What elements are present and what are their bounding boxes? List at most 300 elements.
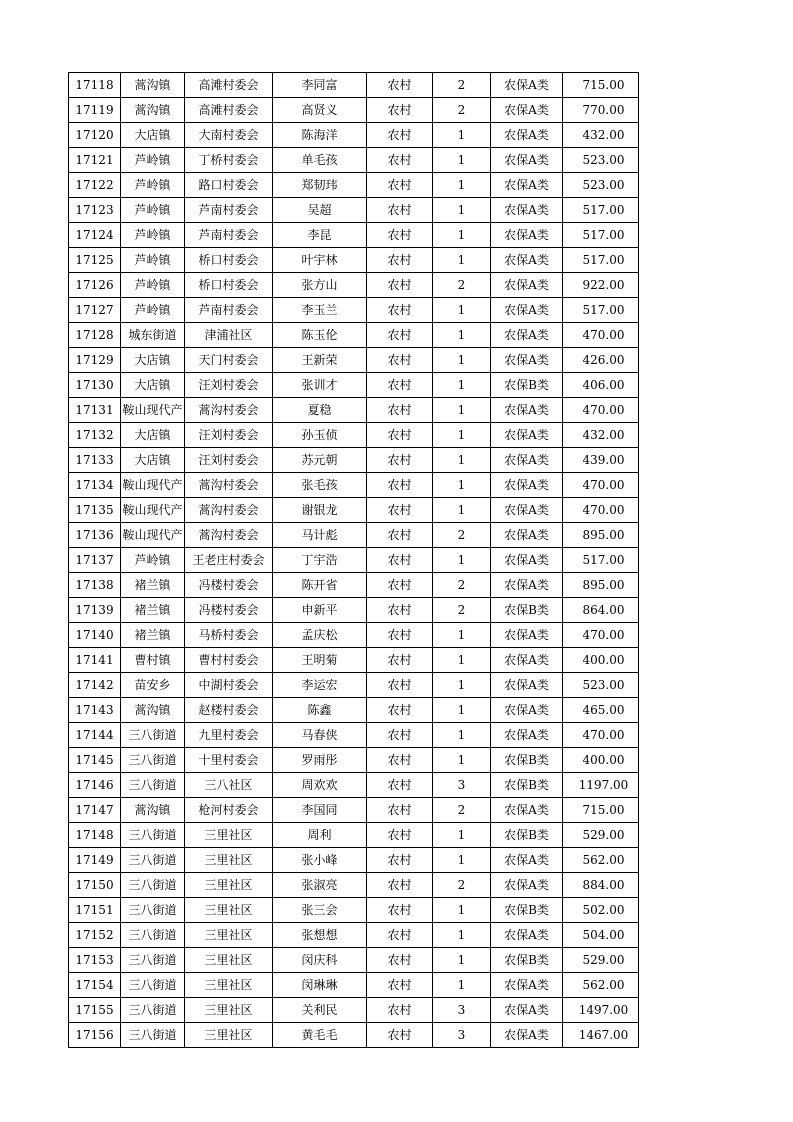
row-id-cell: 17151: [69, 898, 121, 923]
amount-cell: 504.00: [563, 923, 639, 948]
category-cell: 农保A类: [491, 548, 563, 573]
name-cell: 罗雨彤: [273, 748, 367, 773]
village-cell: 大南村委会: [185, 123, 273, 148]
category-cell: 农保A类: [491, 673, 563, 698]
category-cell: 农保B类: [491, 748, 563, 773]
count-cell: 1: [433, 823, 491, 848]
count-cell: 1: [433, 498, 491, 523]
row-id-cell: 17141: [69, 648, 121, 673]
row-id-cell: 17123: [69, 198, 121, 223]
table-row: [69, 848, 639, 873]
amount-cell: 517.00: [563, 223, 639, 248]
town-cell: 大店镇: [121, 348, 185, 373]
name-cell: 马春侠: [273, 723, 367, 748]
name-cell: 张淑亮: [273, 873, 367, 898]
household-type-cell: 农村: [367, 223, 433, 248]
table-row: [69, 823, 639, 848]
amount-cell: 470.00: [563, 473, 639, 498]
amount-cell: 426.00: [563, 348, 639, 373]
category-cell: 农保A类: [491, 73, 563, 98]
category-cell: 农保A类: [491, 223, 563, 248]
household-type-cell: 农村: [367, 598, 433, 623]
household-type-cell: 农村: [367, 423, 433, 448]
table-row: [69, 248, 639, 273]
village-cell: 三里社区: [185, 848, 273, 873]
household-type-cell: 农村: [367, 798, 433, 823]
household-type-cell: 农村: [367, 98, 433, 123]
amount-cell: 470.00: [563, 498, 639, 523]
data-table: [68, 72, 639, 1048]
village-cell: 汪刘村委会: [185, 423, 273, 448]
amount-cell: 523.00: [563, 673, 639, 698]
name-cell: 申新平: [273, 598, 367, 623]
amount-cell: 400.00: [563, 648, 639, 673]
name-cell: 关利民: [273, 998, 367, 1023]
row-id-cell: 17156: [69, 1023, 121, 1048]
village-cell: 丁桥村委会: [185, 148, 273, 173]
village-cell: 冯楼村委会: [185, 573, 273, 598]
name-cell: 叶宇林: [273, 248, 367, 273]
village-cell: 三里社区: [185, 1023, 273, 1048]
village-cell: 桥口村委会: [185, 273, 273, 298]
count-cell: 2: [433, 798, 491, 823]
village-cell: 汪刘村委会: [185, 373, 273, 398]
town-cell: 三八街道: [121, 948, 185, 973]
table-row: [69, 173, 639, 198]
count-cell: 3: [433, 1023, 491, 1048]
village-cell: 冯楼村委会: [185, 598, 273, 623]
count-cell: 1: [433, 173, 491, 198]
count-cell: 1: [433, 198, 491, 223]
count-cell: 1: [433, 323, 491, 348]
row-id-cell: 17143: [69, 698, 121, 723]
name-cell: 陈鑫: [273, 698, 367, 723]
name-cell: 张三会: [273, 898, 367, 923]
category-cell: 农保A类: [491, 973, 563, 998]
amount-cell: 432.00: [563, 423, 639, 448]
count-cell: 1: [433, 973, 491, 998]
town-cell: 褚兰镇: [121, 623, 185, 648]
town-cell: 蒿沟镇: [121, 73, 185, 98]
village-cell: 芦南村委会: [185, 298, 273, 323]
amount-cell: 895.00: [563, 523, 639, 548]
count-cell: 2: [433, 873, 491, 898]
table-row: [69, 673, 639, 698]
count-cell: 1: [433, 673, 491, 698]
village-cell: 枪河村委会: [185, 798, 273, 823]
table-row: [69, 523, 639, 548]
table-row: [69, 923, 639, 948]
village-cell: 芦南村委会: [185, 198, 273, 223]
village-cell: 路口村委会: [185, 173, 273, 198]
amount-cell: 517.00: [563, 298, 639, 323]
category-cell: 农保A类: [491, 798, 563, 823]
amount-cell: 470.00: [563, 398, 639, 423]
town-cell: 芦岭镇: [121, 173, 185, 198]
town-cell: 三八街道: [121, 998, 185, 1023]
village-cell: 蒿沟村委会: [185, 523, 273, 548]
household-type-cell: 农村: [367, 373, 433, 398]
table-row: [69, 723, 639, 748]
amount-cell: 884.00: [563, 873, 639, 898]
amount-cell: 770.00: [563, 98, 639, 123]
count-cell: 2: [433, 523, 491, 548]
table-row: [69, 773, 639, 798]
row-id-cell: 17126: [69, 273, 121, 298]
count-cell: 1: [433, 948, 491, 973]
amount-cell: 1197.00: [563, 773, 639, 798]
village-cell: 三里社区: [185, 973, 273, 998]
name-cell: 李国同: [273, 798, 367, 823]
name-cell: 陈玉伦: [273, 323, 367, 348]
category-cell: 农保B类: [491, 773, 563, 798]
row-id-cell: 17118: [69, 73, 121, 98]
row-id-cell: 17155: [69, 998, 121, 1023]
town-cell: 三八街道: [121, 1023, 185, 1048]
household-type-cell: 农村: [367, 648, 433, 673]
table-row: [69, 973, 639, 998]
table-row: [69, 473, 639, 498]
category-cell: 农保A类: [491, 273, 563, 298]
household-type-cell: 农村: [367, 998, 433, 1023]
table-body: [69, 73, 639, 1048]
row-id-cell: 17137: [69, 548, 121, 573]
household-type-cell: 农村: [367, 323, 433, 348]
name-cell: 王新荣: [273, 348, 367, 373]
village-cell: 桥口村委会: [185, 248, 273, 273]
household-type-cell: 农村: [367, 1023, 433, 1048]
amount-cell: 470.00: [563, 723, 639, 748]
table-row: [69, 898, 639, 923]
amount-cell: 517.00: [563, 198, 639, 223]
table-row: [69, 448, 639, 473]
village-cell: 蒿沟村委会: [185, 473, 273, 498]
household-type-cell: 农村: [367, 923, 433, 948]
town-cell: 芦岭镇: [121, 273, 185, 298]
town-cell: 芦岭镇: [121, 198, 185, 223]
row-id-cell: 17129: [69, 348, 121, 373]
household-type-cell: 农村: [367, 73, 433, 98]
town-cell: 蒿沟镇: [121, 98, 185, 123]
town-cell: 三八街道: [121, 873, 185, 898]
category-cell: 农保A类: [491, 248, 563, 273]
village-cell: 赵楼村委会: [185, 698, 273, 723]
amount-cell: 1497.00: [563, 998, 639, 1023]
table-row: [69, 73, 639, 98]
row-id-cell: 17135: [69, 498, 121, 523]
town-cell: 三八街道: [121, 973, 185, 998]
category-cell: 农保B类: [491, 823, 563, 848]
amount-cell: 517.00: [563, 548, 639, 573]
amount-cell: 439.00: [563, 448, 639, 473]
household-type-cell: 农村: [367, 948, 433, 973]
category-cell: 农保A类: [491, 473, 563, 498]
name-cell: 李运宏: [273, 673, 367, 698]
category-cell: 农保A类: [491, 723, 563, 748]
town-cell: 三八街道: [121, 748, 185, 773]
village-cell: 十里村委会: [185, 748, 273, 773]
count-cell: 1: [433, 848, 491, 873]
household-type-cell: 农村: [367, 248, 433, 273]
household-type-cell: 农村: [367, 873, 433, 898]
row-id-cell: 17120: [69, 123, 121, 148]
count-cell: 2: [433, 573, 491, 598]
row-id-cell: 17149: [69, 848, 121, 873]
row-id-cell: 17133: [69, 448, 121, 473]
table-row: [69, 398, 639, 423]
village-cell: 九里村委会: [185, 723, 273, 748]
name-cell: 张毛孩: [273, 473, 367, 498]
count-cell: 2: [433, 73, 491, 98]
town-cell: 蒿沟镇: [121, 698, 185, 723]
town-cell: 三八街道: [121, 723, 185, 748]
row-id-cell: 17131: [69, 398, 121, 423]
household-type-cell: 农村: [367, 673, 433, 698]
village-cell: 王老庄村委会: [185, 548, 273, 573]
row-id-cell: 17121: [69, 148, 121, 173]
table-row: [69, 323, 639, 348]
amount-cell: 465.00: [563, 698, 639, 723]
town-cell: 褚兰镇: [121, 598, 185, 623]
table-row: [69, 198, 639, 223]
category-cell: 农保A类: [491, 148, 563, 173]
name-cell: 吴超: [273, 198, 367, 223]
town-cell: 大店镇: [121, 123, 185, 148]
count-cell: 1: [433, 373, 491, 398]
category-cell: 农保A类: [491, 198, 563, 223]
village-cell: 三里社区: [185, 823, 273, 848]
name-cell: 闵庆科: [273, 948, 367, 973]
village-cell: 三里社区: [185, 873, 273, 898]
village-cell: 天门村委会: [185, 348, 273, 373]
row-id-cell: 17146: [69, 773, 121, 798]
amount-cell: 529.00: [563, 823, 639, 848]
name-cell: 苏元朝: [273, 448, 367, 473]
category-cell: 农保B类: [491, 898, 563, 923]
category-cell: 农保A类: [491, 1023, 563, 1048]
name-cell: 张想想: [273, 923, 367, 948]
count-cell: 2: [433, 98, 491, 123]
name-cell: 高贤义: [273, 98, 367, 123]
town-cell: 鞍山现代产: [121, 523, 185, 548]
table-row: [69, 98, 639, 123]
town-cell: 大店镇: [121, 373, 185, 398]
village-cell: 三里社区: [185, 998, 273, 1023]
household-type-cell: 农村: [367, 623, 433, 648]
category-cell: 农保A类: [491, 173, 563, 198]
row-id-cell: 17130: [69, 373, 121, 398]
category-cell: 农保A类: [491, 298, 563, 323]
table-row: [69, 573, 639, 598]
household-type-cell: 农村: [367, 273, 433, 298]
village-cell: 三八社区: [185, 773, 273, 798]
category-cell: 农保A类: [491, 98, 563, 123]
town-cell: 芦岭镇: [121, 298, 185, 323]
amount-cell: 895.00: [563, 573, 639, 598]
table-row: [69, 998, 639, 1023]
name-cell: 谢银龙: [273, 498, 367, 523]
household-type-cell: 农村: [367, 823, 433, 848]
category-cell: 农保A类: [491, 923, 563, 948]
row-id-cell: 17127: [69, 298, 121, 323]
town-cell: 鞍山现代产: [121, 473, 185, 498]
town-cell: 蒿沟镇: [121, 798, 185, 823]
table-row: [69, 698, 639, 723]
count-cell: 1: [433, 398, 491, 423]
amount-cell: 470.00: [563, 323, 639, 348]
table-row: [69, 423, 639, 448]
category-cell: 农保A类: [491, 573, 563, 598]
household-type-cell: 农村: [367, 973, 433, 998]
name-cell: 闵琳琳: [273, 973, 367, 998]
count-cell: 1: [433, 898, 491, 923]
table-row: [69, 798, 639, 823]
town-cell: 三八街道: [121, 923, 185, 948]
count-cell: 1: [433, 548, 491, 573]
town-cell: 褚兰镇: [121, 573, 185, 598]
name-cell: 单毛孩: [273, 148, 367, 173]
row-id-cell: 17154: [69, 973, 121, 998]
table-row: [69, 373, 639, 398]
category-cell: 农保A类: [491, 498, 563, 523]
category-cell: 农保A类: [491, 648, 563, 673]
amount-cell: 715.00: [563, 73, 639, 98]
household-type-cell: 农村: [367, 123, 433, 148]
household-type-cell: 农村: [367, 298, 433, 323]
row-id-cell: 17136: [69, 523, 121, 548]
amount-cell: 922.00: [563, 273, 639, 298]
table-row: [69, 623, 639, 648]
count-cell: 2: [433, 273, 491, 298]
amount-cell: 1467.00: [563, 1023, 639, 1048]
row-id-cell: 17122: [69, 173, 121, 198]
household-type-cell: 农村: [367, 473, 433, 498]
name-cell: 张小峰: [273, 848, 367, 873]
name-cell: 马计彪: [273, 523, 367, 548]
name-cell: 张方山: [273, 273, 367, 298]
count-cell: 1: [433, 223, 491, 248]
town-cell: 鞍山现代产: [121, 498, 185, 523]
household-type-cell: 农村: [367, 548, 433, 573]
village-cell: 高滩村委会: [185, 98, 273, 123]
table-row: [69, 348, 639, 373]
row-id-cell: 17125: [69, 248, 121, 273]
household-type-cell: 农村: [367, 198, 433, 223]
table-row: [69, 548, 639, 573]
amount-cell: 562.00: [563, 973, 639, 998]
category-cell: 农保A类: [491, 398, 563, 423]
count-cell: 2: [433, 598, 491, 623]
amount-cell: 470.00: [563, 623, 639, 648]
amount-cell: 502.00: [563, 898, 639, 923]
name-cell: 王明菊: [273, 648, 367, 673]
count-cell: 1: [433, 923, 491, 948]
count-cell: 1: [433, 723, 491, 748]
count-cell: 1: [433, 148, 491, 173]
village-cell: 芦南村委会: [185, 223, 273, 248]
category-cell: 农保A类: [491, 348, 563, 373]
household-type-cell: 农村: [367, 898, 433, 923]
town-cell: 三八街道: [121, 848, 185, 873]
town-cell: 大店镇: [121, 448, 185, 473]
count-cell: 1: [433, 473, 491, 498]
town-cell: 大店镇: [121, 423, 185, 448]
household-type-cell: 农村: [367, 573, 433, 598]
count-cell: 1: [433, 648, 491, 673]
town-cell: 芦岭镇: [121, 223, 185, 248]
row-id-cell: 17145: [69, 748, 121, 773]
category-cell: 农保B类: [491, 373, 563, 398]
name-cell: 黄毛毛: [273, 1023, 367, 1048]
name-cell: 夏稳: [273, 398, 367, 423]
category-cell: 农保A类: [491, 448, 563, 473]
amount-cell: 523.00: [563, 148, 639, 173]
household-type-cell: 农村: [367, 748, 433, 773]
name-cell: 周欢欢: [273, 773, 367, 798]
household-type-cell: 农村: [367, 773, 433, 798]
table-row: [69, 1023, 639, 1048]
count-cell: 3: [433, 773, 491, 798]
household-type-cell: 农村: [367, 448, 433, 473]
amount-cell: 523.00: [563, 173, 639, 198]
household-type-cell: 农村: [367, 698, 433, 723]
row-id-cell: 17148: [69, 823, 121, 848]
table-row: [69, 748, 639, 773]
category-cell: 农保A类: [491, 623, 563, 648]
town-cell: 三八街道: [121, 823, 185, 848]
village-cell: 津浦社区: [185, 323, 273, 348]
village-cell: 马桥村委会: [185, 623, 273, 648]
village-cell: 高滩村委会: [185, 73, 273, 98]
amount-cell: 517.00: [563, 248, 639, 273]
name-cell: 张训才: [273, 373, 367, 398]
row-id-cell: 17119: [69, 98, 121, 123]
name-cell: 丁宇浩: [273, 548, 367, 573]
village-cell: 三里社区: [185, 923, 273, 948]
count-cell: 1: [433, 298, 491, 323]
table-row: [69, 948, 639, 973]
row-id-cell: 17138: [69, 573, 121, 598]
category-cell: 农保A类: [491, 698, 563, 723]
town-cell: 苗安乡: [121, 673, 185, 698]
household-type-cell: 农村: [367, 523, 433, 548]
count-cell: 1: [433, 698, 491, 723]
row-id-cell: 17134: [69, 473, 121, 498]
town-cell: 芦岭镇: [121, 548, 185, 573]
household-type-cell: 农村: [367, 148, 433, 173]
name-cell: 孙玉侦: [273, 423, 367, 448]
household-type-cell: 农村: [367, 498, 433, 523]
category-cell: 农保A类: [491, 873, 563, 898]
row-id-cell: 17139: [69, 598, 121, 623]
amount-cell: 400.00: [563, 748, 639, 773]
name-cell: 孟庆松: [273, 623, 367, 648]
table-row: [69, 298, 639, 323]
category-cell: 农保A类: [491, 998, 563, 1023]
category-cell: 农保A类: [491, 323, 563, 348]
category-cell: 农保B类: [491, 948, 563, 973]
row-id-cell: 17152: [69, 923, 121, 948]
household-type-cell: 农村: [367, 723, 433, 748]
category-cell: 农保B类: [491, 598, 563, 623]
town-cell: 曹村镇: [121, 648, 185, 673]
name-cell: 陈开省: [273, 573, 367, 598]
category-cell: 农保A类: [491, 848, 563, 873]
amount-cell: 529.00: [563, 948, 639, 973]
name-cell: 李昆: [273, 223, 367, 248]
count-cell: 1: [433, 623, 491, 648]
town-cell: 芦岭镇: [121, 248, 185, 273]
